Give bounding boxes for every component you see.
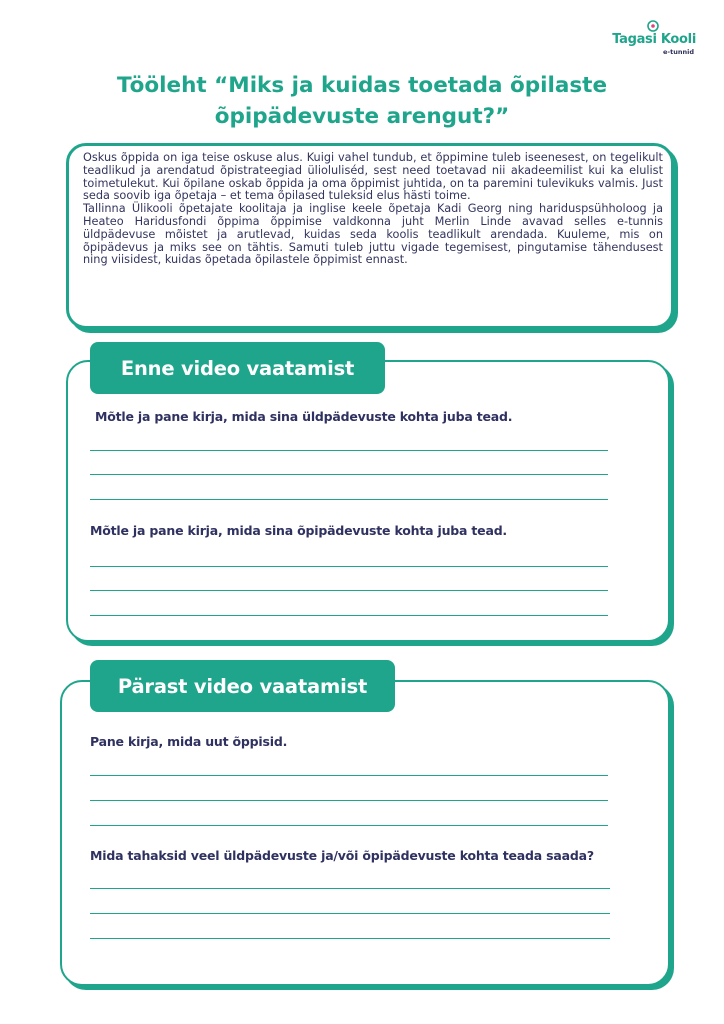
answer-line[interactable] [90, 938, 610, 939]
after-video-section [60, 680, 670, 986]
answer-line[interactable] [90, 888, 610, 889]
answer-line[interactable] [90, 566, 608, 567]
answer-line[interactable] [90, 913, 610, 914]
before-question-1: Mõtle ja pane kirja, mida sina üldpädevuste kohta juba tead. [95, 409, 513, 424]
logo-title: Tagasi Kooli [612, 32, 696, 47]
answer-line[interactable] [90, 825, 608, 826]
before-video-section [66, 360, 670, 642]
after-video-header: Pärast video vaatamist [90, 660, 395, 712]
logo-subtitle: e-tunnid [663, 48, 694, 56]
answer-line[interactable] [90, 474, 608, 475]
answer-line[interactable] [90, 590, 608, 591]
answer-line[interactable] [90, 499, 608, 500]
page-title: Tööleht “Miks ja kuidas toetada õpilaste õpipädevuste arengut?” [116, 73, 608, 129]
intro-paragraph-1: Oskus õppida on iga teise oskuse alus. Kuigi vahel tundub, et õppimine tuleb iseenesest, on tegelikult teadlikud ja arendatud õpistrateegiad ülioluliséd, sest need toetavad nii akadeemilist kui ka elulist toimetulekut. Kui õpilane oskab õppida ja oma õppimist juhtida, on ta paremini tulevikuks valmis. Just seda soovib iga õpetaja – et tema õpilased tuleksid elus hästi toime. [83, 151, 663, 203]
answer-line[interactable] [90, 615, 608, 616]
after-question-1: Pane kirja, mida uut õppisid. [90, 734, 288, 749]
answer-line[interactable] [90, 775, 608, 776]
intro-text [83, 152, 663, 267]
after-question-2: Mida tahaksid veel üldpädevuste ja/või õpipädevuste kohta teada saada? [90, 848, 594, 863]
target-icon [647, 20, 659, 32]
before-question-2: Mõtle ja pane kirja, mida sina õpipädevuste kohta juba tead. [90, 523, 507, 538]
intro-paragraph-2: Tallinna Ülikooli õpetajate koolitaja ja inglise keele õpetaja Kadi Georg ning hariduspsühholoog ja Heateo Haridusfondi õppima õppimise valdkonna juht Merlin Linde avavad selles e-tunnis üldpädevuse mõistet ja arutlevad, kuidas seda koolis teadlikult arendada. Kuuleme, mis on õpipädevus ja miks see on tähtis. Samuti tuleb juttu vigade tegemisest, pingutamise tähendusest ning viisidest, kuidas õpetada õpilastele õppimist ennast. [83, 202, 663, 267]
answer-line[interactable] [90, 450, 608, 451]
before-video-header: Enne video vaatamist [90, 342, 385, 394]
answer-line[interactable] [90, 800, 608, 801]
